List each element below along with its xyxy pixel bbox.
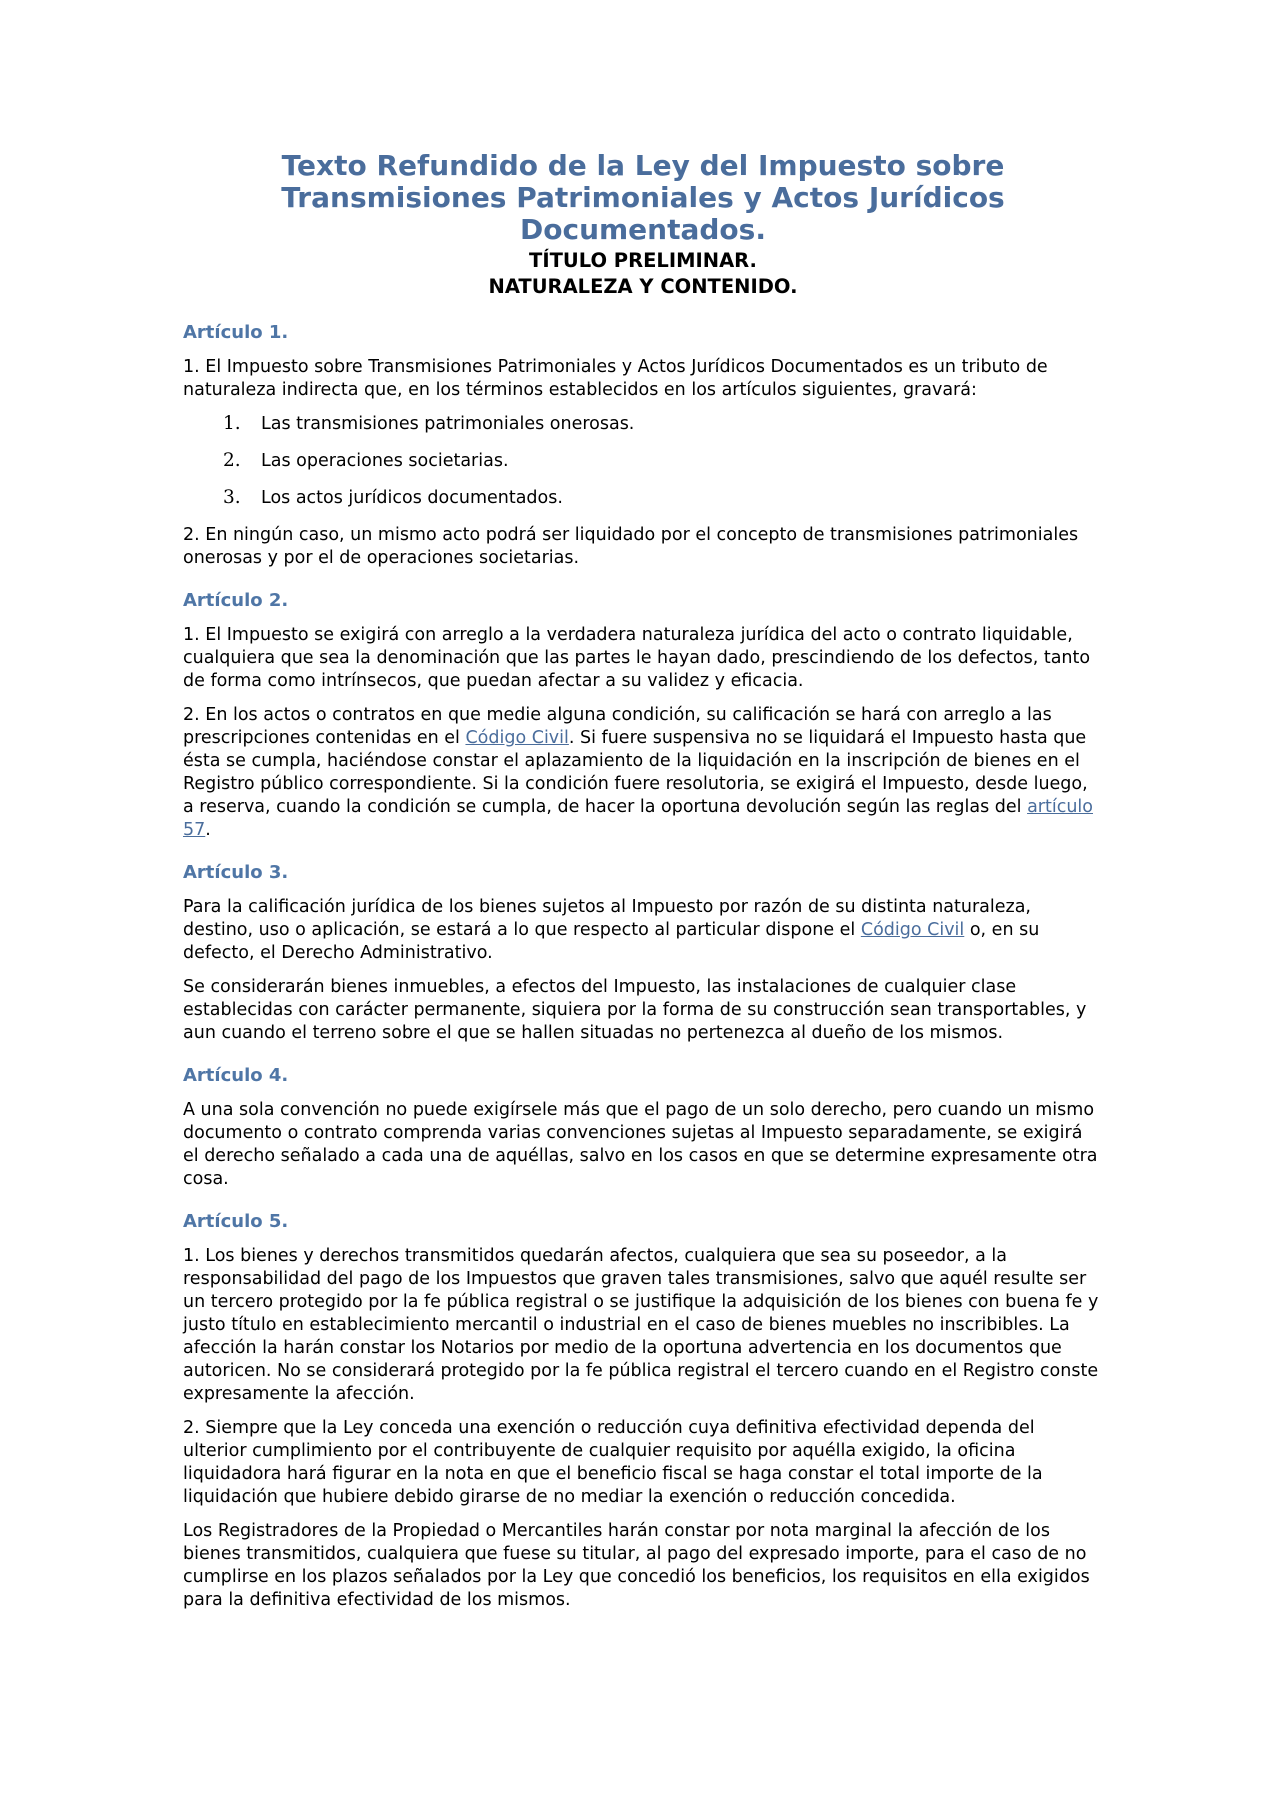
article-5-heading: Artículo 5. xyxy=(183,1211,289,1232)
article-1-list xyxy=(183,413,1103,510)
article-2-heading: Artículo 2. xyxy=(183,590,289,611)
article-5-paragraph-1: 1. Los bienes y derechos transmitidos quedarán afectos, cualquiera que sea su poseedor, a la responsabilidad del pago de los Impuestos que graven tales transmisiones, salvo que aquél resulte ser un tercero protegido por la fe pública registral o se justifique la adquisición de los bienes con buena fe y justo título en establecimiento mercantil o industrial en el caso de bienes muebles no inscribibles. La afección la harán constar los Notarios por medio de la oportuna advertencia en los documentos que autoricen. No se considerará protegido por la fe pública registral el tercero cuando en el Registro conste expresamente la afección. xyxy=(183,1246,1099,1404)
section-heading-naturaleza: NATURALEZA Y CONTENIDO. xyxy=(488,275,798,298)
article-1-heading: Artículo 1. xyxy=(183,322,289,343)
list-item-text: Las transmisiones patrimoniales onerosas. xyxy=(261,414,635,434)
list-item-text: Las operaciones societarias. xyxy=(261,451,509,471)
codigo-civil-link[interactable]: Código Civil xyxy=(860,920,965,940)
codigo-civil-link[interactable]: Código Civil xyxy=(465,728,569,748)
text-run: 2. En los actos o contratos en que medie alguna condición, su calificación se hará con arreglo a las prescripciones contenidas en el xyxy=(183,705,1052,748)
article-4-heading: Artículo 4. xyxy=(183,1065,289,1086)
document-title: Texto Refundido de la Ley del Impuesto sobre Transmisiones Patrimoniales y Actos Jurídicos Documentados. xyxy=(281,149,1005,246)
list-item-number: 1. xyxy=(223,413,241,434)
article-3-heading: Artículo 3. xyxy=(183,862,289,883)
articulo-57-link[interactable]: artículo 57 xyxy=(183,797,1093,840)
article-2-paragraph-2 xyxy=(183,704,1103,842)
article-3-paragraph-2: Se considerarán bienes inmuebles, a efectos del Impuesto, las instalaciones de cualquier clase establecidas con carácter permanente, siquiera por la forma de su construcción sean transportables, y aun cuando el terreno sobre el que se hallen situadas no pertenezca al dueño de los mismos. xyxy=(183,977,1087,1043)
list-item xyxy=(183,450,1103,473)
article-1-paragraph-2: 2. En ningún caso, un mismo acto podrá ser liquidado por el concepto de transmisiones patrimoniales onerosas y por el de operaciones societarias. xyxy=(183,525,1079,568)
text-run: . Si fuere suspensiva no se liquidará el Impuesto hasta que ésta se cumpla, haciéndose constar el aplazamiento de la liquidación en la inscripción de bienes en el Registro público correspondiente. Si la condición fuere resolutoria, se exigirá el Impuesto, desde luego, a reserva, cuando la condición se cumpla, de hacer la oportuna devolución según las reglas del xyxy=(183,728,1088,817)
list-item xyxy=(183,413,1103,436)
text-run: Para la calificación jurídica de los bienes sujetos al Impuesto por razón de su distinta naturaleza, destino, uso o aplicación, se estará a lo que respecto al particular dispone el xyxy=(183,897,1031,940)
article-1-paragraph-1: 1. El Impuesto sobre Transmisiones Patrimoniales y Actos Jurídicos Documentados es un tributo de naturaleza indirecta que, en los términos establecidos en los artículos siguientes, gravará: xyxy=(183,357,1048,400)
article-5-paragraph-2: 2. Siempre que la Ley conceda una exención o reducción cuya definitiva efectividad dependa del ulterior cumplimiento por el contribuyente de cualquier requisito por aquélla exigido, la oficina liquidadora hará figurar en la nota en que el beneficio fiscal se haga constar el total importe de la liquidación que hubiere debido girarse de no mediar la exención o reducción concedida. xyxy=(183,1418,1043,1507)
article-2-paragraph-1: 1. El Impuesto se exigirá con arreglo a la verdadera naturaleza jurídica del acto o contrato liquidable, cualquiera que sea la denominación que las partes le hayan dado, prescindiendo de los defectos, tanto de forma como intrínsecos, que puedan afectar a su validez y eficacia. xyxy=(183,625,1091,691)
article-4-paragraph-1: A una sola convención no puede exigírsele más que el pago de un solo derecho, pero cuando un mismo documento o contrato comprenda varias convenciones sujetas al Impuesto separadamente, se exigirá el derecho señalado a cada una de aquéllas, salvo en los casos en que se determine expresamente otra cosa. xyxy=(183,1100,1098,1189)
article-3-paragraph-1 xyxy=(183,896,1103,965)
section-heading-titulo: TÍTULO PRELIMINAR. xyxy=(529,249,757,272)
list-item-number: 3. xyxy=(223,487,241,508)
article-5-paragraph-3: Los Registradores de la Propiedad o Mercantiles harán constar por nota marginal la afección de los bienes transmitidos, cualquiera que fuese su titular, al pago del expresado importe, para el caso de no cumplirse en los plazos señalados por la Ley que concedió los beneficios, los requisitos en ella exigidos para la definitiva efectividad de los mismos. xyxy=(183,1521,1090,1610)
text-run: o, en su defecto, el Derecho Administrativo. xyxy=(183,920,1040,963)
list-item-number: 2. xyxy=(223,450,241,471)
list-item-text: Los actos jurídicos documentados. xyxy=(261,488,563,508)
list-item xyxy=(183,487,1103,510)
document-body xyxy=(183,150,1103,1623)
text-run: . xyxy=(205,820,211,840)
